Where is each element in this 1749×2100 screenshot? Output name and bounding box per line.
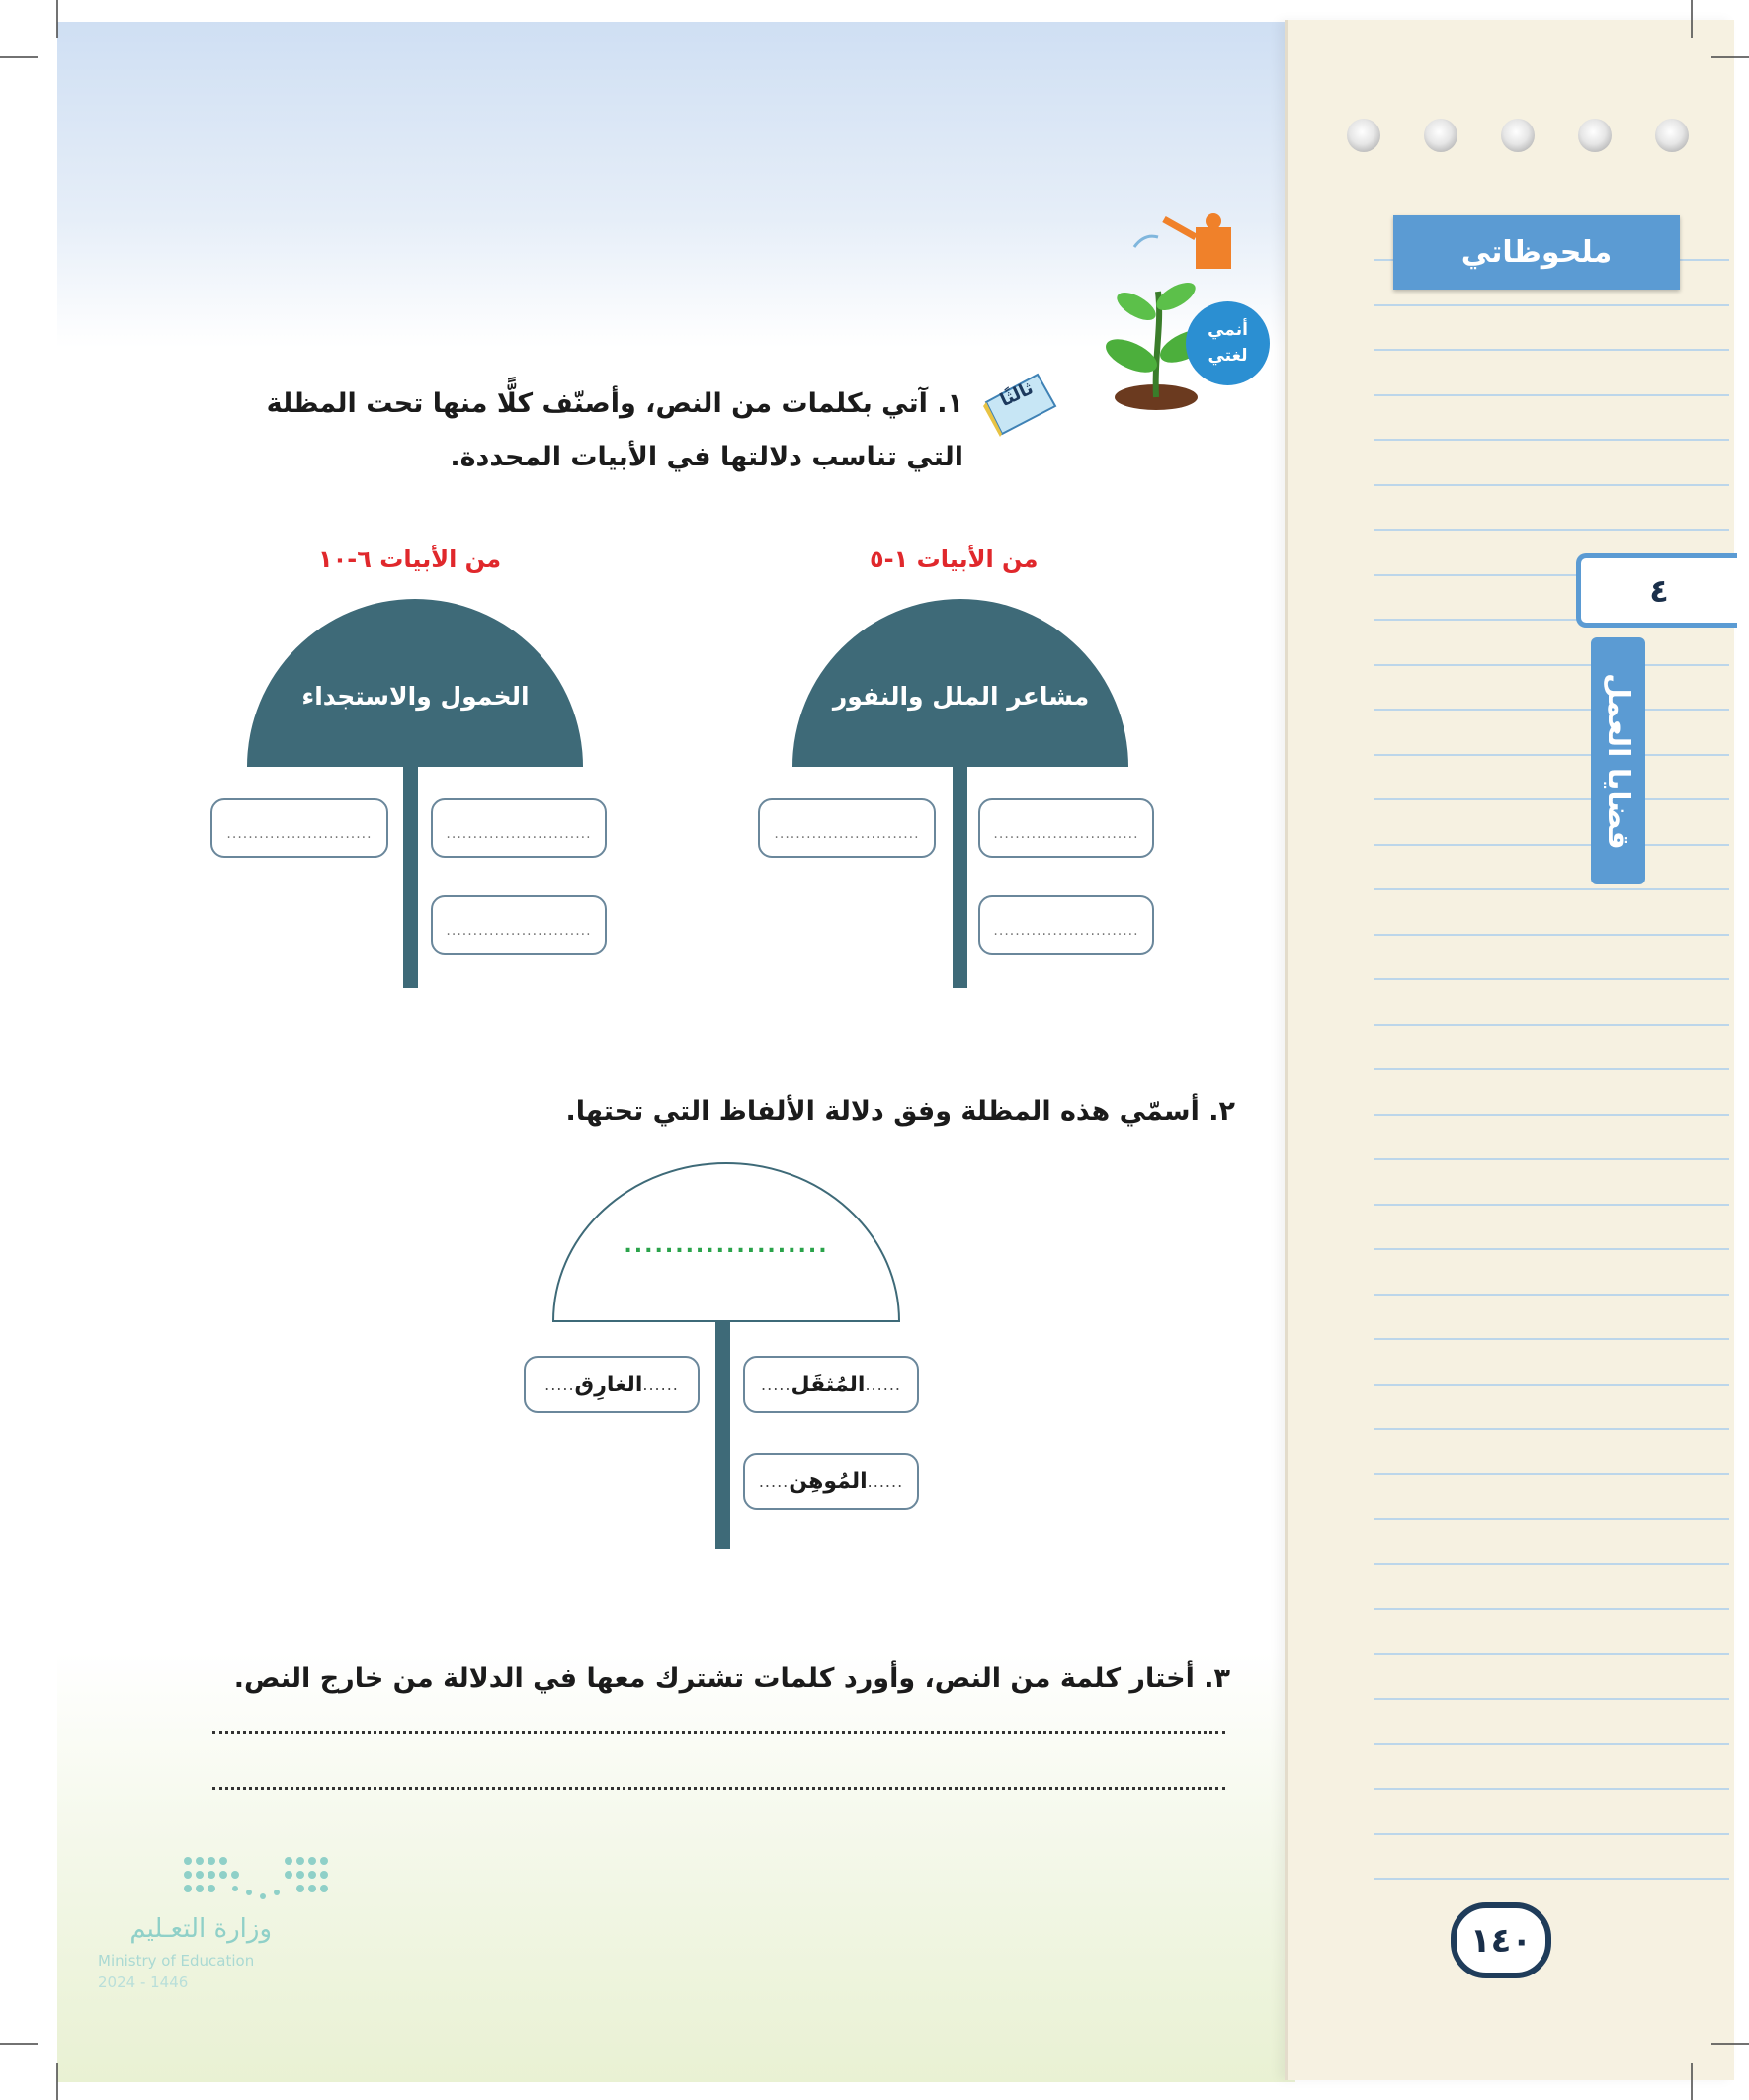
question-3-text: ٣. أختار كلمة من النص، وأورد كلمات تشترك معها في الدلالة من خارج النص. bbox=[233, 1663, 1230, 1694]
badge-line-2: لغتي bbox=[1208, 345, 1248, 366]
word-box-muthqal bbox=[743, 1356, 919, 1413]
badge-line-1: أنمي bbox=[1208, 320, 1248, 340]
umbrella-left-blank-2[interactable]: ........................... bbox=[210, 798, 388, 858]
ministry-name-ar: وزارة التعـليم bbox=[129, 1914, 272, 1944]
umbrella-left-range: من الأبيات ٦-١٠ bbox=[318, 546, 502, 573]
ministry-name-en: Ministry of Education bbox=[98, 1952, 255, 1970]
umbrella-left-blank-1[interactable]: ........................... bbox=[431, 798, 607, 858]
answer-line-1[interactable] bbox=[212, 1731, 1225, 1734]
umbrella-left-title: الخمول والاستجداء bbox=[301, 682, 530, 711]
word-gharq: الغارِق bbox=[574, 1372, 643, 1397]
umbrella-right-blank-1[interactable]: ........................... bbox=[978, 798, 1154, 858]
ministry-dots-logo-icon bbox=[178, 1853, 346, 1912]
umbrella-left-blank-3[interactable]: ........................... bbox=[431, 895, 607, 955]
dots-leader: ...... bbox=[642, 1375, 679, 1394]
umbrella-right-title: مشاعر الملل والنفور bbox=[832, 682, 1090, 711]
ministry-logo bbox=[94, 1853, 390, 2011]
answer-line-2[interactable] bbox=[212, 1787, 1225, 1790]
question-1-text: ١. آتي بكلمات من النص، وأصنّف كلًّا منها تحت المظلة التي تناسب دلالتها في الأبيات المحددة. bbox=[266, 388, 963, 472]
dots-leader: ..... bbox=[761, 1375, 791, 1394]
dots-leader: ..... bbox=[544, 1375, 575, 1394]
dots-leader: ...... bbox=[865, 1375, 901, 1394]
word-muhin: المُوهِن bbox=[789, 1469, 868, 1494]
ministry-year: 2024 - 1446 bbox=[98, 1974, 189, 1991]
word-box-gharq bbox=[524, 1356, 700, 1413]
word-box-muhin bbox=[743, 1453, 919, 1510]
umbrella-right-blank-3[interactable]: ........................... bbox=[978, 895, 1154, 955]
umbrella-name-blank[interactable]: .................... bbox=[624, 1233, 829, 1258]
unit-number: ٤ bbox=[1576, 553, 1737, 628]
section-third-label: ثالثًا bbox=[996, 378, 1037, 411]
umbrella-right-blank-2[interactable]: ........................... bbox=[758, 798, 936, 858]
dots-leader: ...... bbox=[867, 1471, 904, 1491]
enrich-my-language-badge bbox=[1186, 301, 1270, 385]
page-number: ١٤٠ bbox=[1451, 1902, 1551, 1978]
dots-leader: ..... bbox=[758, 1471, 790, 1491]
question-2-text: ٢. أسمّي هذه المظلة وفق دلالة الألفاظ التي تحتها. bbox=[565, 1096, 1235, 1127]
notes-tab: ملحوظاتي bbox=[1393, 215, 1680, 290]
word-muthqal: المُثقَل bbox=[791, 1372, 866, 1397]
umbrella-right-range: من الأبيات ١-٥ bbox=[870, 546, 1039, 573]
unit-title: قضايا العمل bbox=[1591, 637, 1645, 884]
